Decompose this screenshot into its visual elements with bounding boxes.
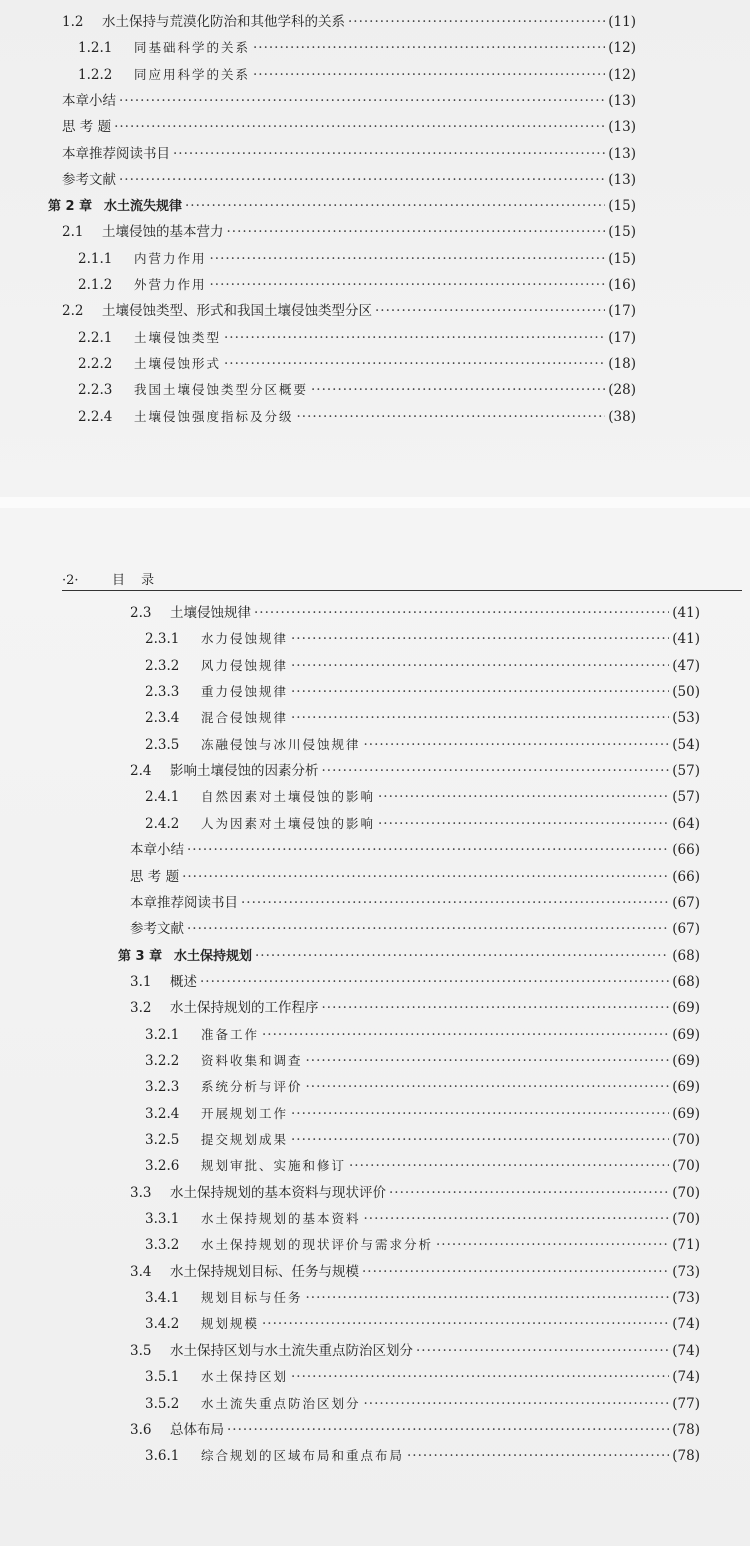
toc-entry-title: 参考文献: [62, 171, 116, 188]
toc-entry: [78, 276, 636, 294]
toc-entry-number: 3.2.5: [145, 1132, 180, 1148]
toc-entry-title: 土壤侵蚀强度指标及分级: [134, 408, 294, 424]
toc-entry-title: 规划目标与任务: [201, 1290, 303, 1306]
toc-entry-number: 3.5.2: [145, 1395, 180, 1412]
dot-leader: [114, 118, 605, 136]
toc-entry-number: 3.4.1: [145, 1290, 180, 1307]
toc-entry-title: 水土保持区划: [201, 1369, 289, 1385]
toc-entry: [62, 118, 636, 136]
toc-entry: [145, 1315, 700, 1333]
dot-leader: [119, 171, 605, 189]
toc-entry-title: 水土保持规划的基本资料与现状评价: [170, 1184, 386, 1201]
toc-entry-number: 3.1: [130, 973, 152, 990]
toc-entry: [78, 39, 636, 57]
toc-entry: [62, 223, 636, 241]
toc-entry: [145, 1157, 700, 1175]
toc-entry: [78, 66, 636, 84]
toc-entry: [145, 1447, 700, 1465]
toc-entry-title: 本章推荐阅读书目: [62, 145, 170, 162]
toc-entry-page: (41): [672, 605, 700, 621]
toc-entry: [145, 1289, 700, 1307]
toc-entry-title: 外营力作用: [134, 277, 207, 292]
toc-entry: [145, 1368, 700, 1386]
dot-leader: [241, 894, 669, 912]
toc-entry-page: (13): [608, 92, 636, 109]
toc-entry-page: (71): [672, 1237, 700, 1254]
toc-entry-title: 重力侵蚀规律: [201, 684, 289, 700]
dot-leader: [297, 408, 606, 426]
dot-leader: [291, 1368, 669, 1386]
dot-leader: [378, 788, 669, 806]
toc-entry-number: 3.4.2: [145, 1316, 180, 1333]
toc-entry-page: (74): [672, 1342, 700, 1359]
dot-leader: [200, 973, 669, 991]
toc-entry-title: 土壤侵蚀形式: [134, 355, 222, 371]
toc-entry-page: (38): [608, 408, 636, 425]
toc-entry-page: (13): [608, 171, 636, 188]
toc-entry-page: (13): [608, 119, 636, 136]
toc-entry: [130, 1342, 700, 1360]
toc-entry-number: 2.1: [62, 224, 84, 241]
toc-entry-title: 土壤侵蚀类型: [134, 329, 222, 345]
toc-entry-title: 总体布局: [170, 1421, 224, 1438]
toc-entry-title: 水力侵蚀规律: [201, 631, 289, 647]
dot-leader: [322, 999, 670, 1017]
toc-entry-number: 2.2.3: [78, 382, 113, 399]
toc-entry: [130, 1184, 700, 1202]
toc-entry-page: (73): [672, 1263, 700, 1280]
dot-leader: [306, 1052, 670, 1070]
dot-leader: [255, 947, 669, 965]
toc-entry-title: 资料收集和调查: [201, 1052, 303, 1068]
toc-entry: [130, 973, 700, 991]
toc-entry-title: 思 考 题: [130, 868, 180, 885]
dot-leader: [291, 709, 669, 727]
dot-leader: [311, 381, 605, 399]
toc-entry-title: 土壤侵蚀的基本营力: [102, 224, 224, 241]
toc-entry-page: (15): [608, 224, 636, 241]
toc-entry: [78, 408, 636, 426]
toc-entry-number: 3.2.2: [145, 1052, 180, 1069]
toc-entry-title: 混合侵蚀规律: [201, 710, 289, 726]
dot-leader: [291, 630, 669, 648]
toc-entry-page: (70): [672, 1211, 700, 1228]
toc-entry-number: 2.3.4: [145, 710, 180, 727]
toc-entry: [78, 381, 636, 399]
toc-entry-number: 3.3.2: [145, 1237, 180, 1254]
toc-entry: [130, 1263, 700, 1281]
toc-entry: [145, 815, 700, 833]
toc-entry-page: (64): [672, 815, 700, 832]
toc-entry-page: (53): [672, 710, 700, 727]
toc-entry-title: 概述: [170, 973, 197, 990]
toc-entry-title: 内营力作用: [134, 250, 207, 266]
toc-entry-title: 水土保持规划的现状评价与需求分析: [201, 1237, 434, 1253]
toc-entry-number: 3.5.1: [145, 1369, 180, 1386]
toc-entry: [130, 604, 700, 622]
toc-entry-title: 规划规模: [201, 1316, 260, 1332]
toc-entry: [130, 920, 700, 938]
toc-entry-number: 3.6.1: [145, 1448, 180, 1465]
dot-leader: [436, 1236, 669, 1254]
toc-entry-title: 本章推荐阅读书目: [130, 894, 238, 911]
dot-leader: [389, 1184, 669, 1202]
dot-leader: [416, 1342, 669, 1360]
toc-entry-page: (15): [608, 198, 636, 215]
dot-leader: [253, 39, 605, 57]
dot-leader: [227, 1421, 669, 1439]
toc-entry-number: 2.3: [130, 605, 152, 621]
toc-entry-number: 2.2.4: [78, 408, 113, 425]
toc-entry-page: (74): [672, 1369, 700, 1386]
toc-entry: [62, 302, 636, 320]
toc-entry-title: 我国土壤侵蚀类型分区概要: [134, 382, 309, 398]
toc-entry: [130, 868, 700, 886]
toc-entry-title: 同应用科学的关系: [134, 66, 251, 82]
toc-entry: [118, 947, 700, 966]
toc-entry-number: 2.2.1: [78, 329, 113, 346]
toc-entry-page: (12): [608, 40, 636, 57]
toc-entry: [145, 1131, 700, 1149]
toc-entry: [145, 1026, 700, 1044]
dot-leader: [254, 604, 669, 622]
toc-entry: [62, 171, 636, 189]
dot-leader: [362, 1263, 669, 1281]
toc-entry-page: (47): [672, 657, 700, 674]
dot-leader: [364, 1210, 670, 1228]
toc-entry-title: 水土保持与荒漠化防治和其他学科的关系: [102, 14, 345, 30]
dot-leader: [306, 1078, 670, 1096]
toc-entry-page: (17): [608, 329, 636, 346]
toc-entry-page: (54): [672, 736, 700, 753]
toc-entry-title: 土壤侵蚀规律: [170, 605, 251, 621]
toc-entry-title: 水土保持规划的基本资料: [201, 1211, 361, 1227]
toc-entry-number: 第 2 章: [48, 199, 93, 215]
toc-entry-title: 冻融侵蚀与冰川侵蚀规律: [201, 736, 361, 752]
dot-leader: [224, 329, 605, 347]
toc-entry-number: 1.2.1: [78, 40, 113, 57]
dot-leader: [253, 66, 605, 84]
toc-entry-title: 规划审批、实施和修订: [201, 1158, 347, 1174]
toc-entry-title: 本章小结: [130, 842, 184, 859]
dot-leader: [348, 13, 605, 31]
toc-entry-page: (11): [608, 14, 636, 30]
toc-entry: [130, 762, 700, 780]
toc-entry-page: (69): [672, 1026, 700, 1043]
toc-entry: [62, 92, 636, 110]
dot-leader: [322, 762, 670, 780]
toc-entry-number: 2.1.1: [78, 250, 113, 267]
toc-entry: [145, 1395, 700, 1413]
toc-entry: [145, 657, 700, 675]
toc-entry-page: (68): [672, 947, 700, 964]
toc-entry-title: 水土流失重点防治区划分: [201, 1395, 361, 1411]
toc-entry-page: (70): [672, 1132, 700, 1148]
toc-entry-number: 2.3.3: [145, 684, 180, 701]
toc-entry-title: 自然因素对土壤侵蚀的影响: [201, 789, 376, 805]
toc-entry-title: 系统分析与评价: [201, 1079, 303, 1095]
toc-entry-title: 思 考 题: [62, 119, 112, 136]
header-title: 目 录: [112, 573, 161, 588]
toc-entry-page: (17): [608, 303, 636, 320]
dot-leader: [210, 250, 606, 268]
toc-entry: [145, 683, 700, 701]
toc-entry-page: (69): [672, 1000, 700, 1017]
dot-leader: [187, 841, 669, 859]
toc-entry-title: 水土保持区划与水土流失重点防治区划分: [170, 1342, 413, 1359]
toc-entry-page: (70): [672, 1158, 700, 1175]
toc-entry-page: (66): [672, 868, 700, 885]
dot-leader: [375, 302, 605, 320]
toc-entry-page: (12): [608, 66, 636, 83]
toc-entry: [145, 788, 700, 806]
toc-entry-page: (68): [672, 973, 700, 990]
toc-entry-title: 水土流失规律: [104, 199, 183, 215]
toc-entry: [145, 1078, 700, 1096]
toc-entry-page: (78): [672, 1448, 700, 1465]
dot-leader: [119, 92, 605, 110]
toc-entry-number: 3.5: [130, 1342, 152, 1359]
toc-entry-page: (18): [608, 355, 636, 372]
toc-entry-title: 开展规划工作: [201, 1105, 289, 1121]
dot-leader: [364, 1395, 670, 1413]
toc-entry-number: 1.2.2: [78, 66, 113, 83]
toc-entry-title: 综合规划的区域布局和重点布局: [201, 1448, 405, 1464]
toc-entry-page: (73): [672, 1290, 700, 1307]
dot-leader: [291, 683, 669, 701]
dot-leader: [349, 1157, 669, 1175]
toc-entry-title: 风力侵蚀规律: [201, 657, 289, 673]
toc-entry-number: 2.4.1: [145, 789, 180, 806]
toc-entry-number: 2.2: [62, 303, 84, 320]
toc-entry-number: 3.2.4: [145, 1105, 180, 1122]
toc-entry-title: 土壤侵蚀类型、形式和我国土壤侵蚀类型分区: [102, 303, 372, 320]
toc-entry-page: (74): [672, 1316, 700, 1333]
dot-leader: [185, 197, 605, 215]
toc-entry: [78, 250, 636, 268]
toc-entry-page: (77): [672, 1395, 700, 1412]
toc-entry-number: 3.6: [130, 1421, 152, 1438]
toc-entry: [62, 13, 636, 31]
toc-entry-title: 人为因素对土壤侵蚀的影响: [201, 815, 376, 831]
dot-leader: [306, 1289, 670, 1307]
dot-leader: [364, 736, 670, 754]
toc-entry: [145, 1236, 700, 1254]
toc-entry-page: (28): [608, 382, 636, 399]
toc-entry-number: 3.3: [130, 1184, 152, 1201]
toc-entry-number: 3.2.3: [145, 1079, 180, 1096]
running-header: [62, 566, 742, 591]
toc-entry-number: 3.2: [130, 1000, 152, 1017]
toc-entry-page: (57): [672, 763, 700, 780]
toc-entry-number: 第 3 章: [118, 948, 163, 964]
toc-entry: [62, 145, 636, 163]
dot-leader: [407, 1447, 669, 1465]
toc-entry-number: 3.4: [130, 1263, 152, 1280]
toc-entry-number: 3.2.6: [145, 1158, 180, 1175]
toc-entry-title: 水土保持规划的工作程序: [170, 1000, 319, 1017]
toc-entry-page: (41): [672, 631, 700, 648]
page-marker: ·2·: [62, 573, 79, 588]
toc-entry: [145, 736, 700, 754]
toc-entry-number: 2.2.2: [78, 355, 113, 372]
toc-entry: [78, 329, 636, 347]
toc-entry: [130, 1421, 700, 1439]
dot-leader: [210, 276, 606, 294]
toc-entry: [145, 1052, 700, 1070]
toc-entry-page: (69): [672, 1105, 700, 1122]
toc-entry-title: 本章小结: [62, 92, 116, 109]
toc-entry-page: (69): [672, 1079, 700, 1096]
toc-entry-number: 2.1.2: [78, 277, 113, 293]
toc-entry: [145, 1210, 700, 1228]
toc-entry-number: 2.4: [130, 763, 152, 780]
page-gap: [0, 497, 750, 508]
toc-entry-title: 同基础科学的关系: [134, 40, 251, 56]
dot-leader: [291, 1105, 669, 1123]
toc-entry-number: 2.3.2: [145, 657, 180, 674]
toc-entry-page: (69): [672, 1052, 700, 1069]
toc-entry-title: 水土保持规划目标、任务与规模: [170, 1263, 359, 1280]
dot-leader: [291, 1131, 669, 1149]
toc-entry: [145, 709, 700, 727]
toc-entry-page: (67): [672, 921, 700, 938]
toc-entry: [48, 197, 636, 216]
toc-entry-number: 3.2.1: [145, 1026, 180, 1043]
toc-entry-number: 2.4.2: [145, 815, 180, 832]
dot-leader: [182, 868, 669, 886]
toc-entry-title: 影响土壤侵蚀的因素分析: [170, 763, 319, 780]
toc-entry-page: (78): [672, 1421, 700, 1438]
toc-entry-page: (66): [672, 842, 700, 859]
toc-entry-page: (15): [608, 250, 636, 267]
toc-entry-page: (70): [672, 1184, 700, 1201]
toc-entry-page: (67): [672, 894, 700, 911]
toc-page-1: [0, 0, 750, 497]
toc-entry: [130, 841, 700, 859]
dot-leader: [173, 145, 605, 163]
dot-leader: [291, 657, 669, 675]
toc-entry: [145, 630, 700, 648]
toc-entry-number: 2.3.1: [145, 631, 180, 648]
toc-entry: [145, 1105, 700, 1123]
toc-entry-title: 准备工作: [201, 1026, 260, 1042]
toc-entry: [78, 355, 636, 373]
toc-entry-page: (16): [608, 277, 636, 293]
toc-entry-page: (13): [608, 145, 636, 162]
toc-entry-number: 1.2: [62, 14, 84, 30]
dot-leader: [224, 355, 605, 373]
toc-page-2: [0, 508, 750, 1546]
dot-leader: [262, 1026, 669, 1044]
toc-entry-title: 提交规划成果: [201, 1132, 289, 1147]
toc-entry-title: 参考文献: [130, 921, 184, 938]
dot-leader: [378, 815, 669, 833]
toc-entry-number: 3.3.1: [145, 1211, 180, 1228]
toc-entry: [130, 894, 700, 912]
toc-entry: [130, 999, 700, 1017]
toc-entry-number: 2.3.5: [145, 736, 180, 753]
toc-entry-page: (50): [672, 684, 700, 701]
toc-entry-page: (57): [672, 789, 700, 806]
toc-entry-title: 水土保持规划: [174, 948, 253, 964]
dot-leader: [262, 1315, 669, 1333]
dot-leader: [227, 223, 606, 241]
dot-leader: [187, 920, 669, 938]
